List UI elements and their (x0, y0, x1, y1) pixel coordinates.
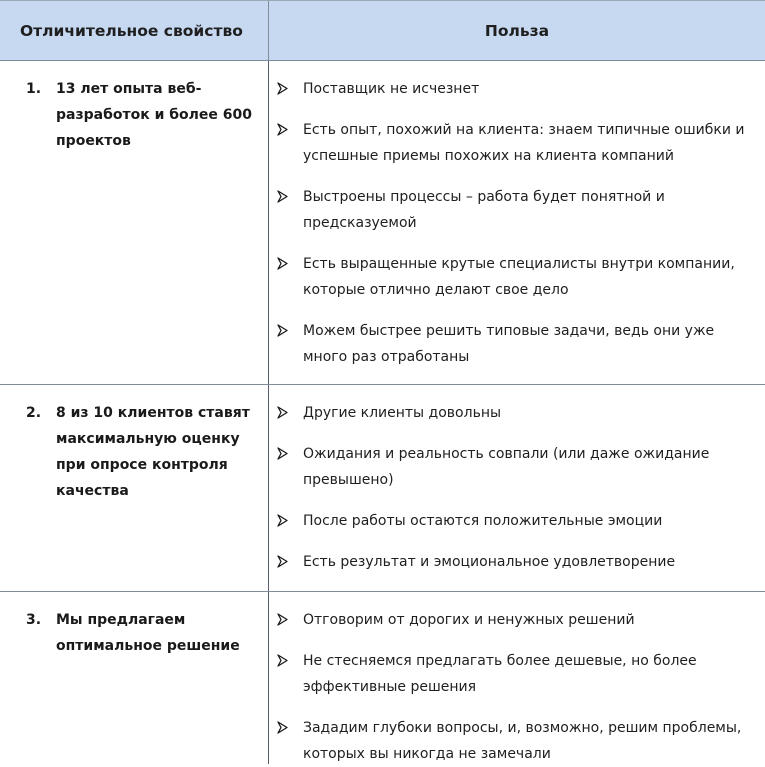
benefit-text: Есть выращенные крутые специалисты внутри компании, которые отлично делают свое дело (303, 256, 735, 298)
feature-text: 13 лет опыта веб-разработок и более 600 проектов (56, 81, 252, 149)
benefit-text: Есть опыт, похожий на клиента: знаем типичные ошибки и успешные приемы похожих на клиента компаний (303, 122, 745, 164)
benefit-item (277, 400, 755, 426)
benefit-item (277, 648, 755, 700)
benefit-item (277, 76, 755, 102)
benefit-text: Не стесняемся предлагать более дешевые, но более эффективные решения (303, 653, 697, 695)
benefit-item (277, 549, 755, 575)
benefit-cell (269, 385, 765, 591)
arrowhead-bullet-icon (277, 441, 303, 493)
benefit-cell (269, 61, 765, 384)
feature-text: 8 из 10 клиентов ставят максимальную оценку при опросе контроля качества (56, 405, 250, 499)
header-benefit-column: Польза (484, 21, 550, 40)
table-row (0, 592, 765, 764)
benefit-text: Можем быстрее решить типовые задачи, ведь они уже много раз отработаны (303, 323, 715, 365)
feature-cell (0, 592, 269, 764)
benefit-text: Поставщик не исчезнет (303, 81, 480, 97)
feature-number: 1. (26, 81, 42, 97)
arrowhead-bullet-icon (277, 251, 303, 303)
benefit-text: Другие клиенты довольны (303, 405, 502, 421)
arrowhead-bullet-icon (277, 117, 303, 169)
feature-text: Мы предлагаем оптимальное решение (56, 612, 240, 654)
header-feature-column: Отличительное свойство (0, 1, 269, 60)
arrowhead-bullet-icon (277, 318, 303, 370)
arrowhead-bullet-icon (277, 76, 303, 102)
benefit-item (277, 318, 755, 370)
feature-number: 2. (26, 405, 42, 421)
benefit-text: После работы остаются положительные эмоции (303, 513, 663, 529)
arrowhead-bullet-icon (277, 184, 303, 236)
benefit-item (277, 117, 755, 169)
feature-cell (0, 385, 269, 591)
benefit-item (277, 184, 755, 236)
feature-cell (0, 61, 269, 384)
arrowhead-bullet-icon (277, 648, 303, 700)
benefit-text: Ожидания и реальность совпали (или даже ожидание превышено) (303, 446, 710, 488)
arrowhead-bullet-icon (277, 715, 303, 767)
arrowhead-bullet-icon (277, 607, 303, 633)
benefit-item (277, 508, 755, 534)
table-row (0, 385, 765, 592)
benefit-item (277, 607, 755, 633)
feature-number: 3. (26, 612, 42, 628)
feature-item (26, 400, 268, 504)
table-header (0, 1, 765, 61)
feature-item (26, 76, 268, 154)
feature-item (26, 607, 268, 659)
benefit-text: Выстроены процессы – работа будет понятной и предсказуемой (303, 189, 665, 231)
benefit-item (277, 715, 755, 767)
benefit-item (277, 251, 755, 303)
benefit-text: Есть результат и эмоциональное удовлетворение (303, 554, 676, 570)
arrowhead-bullet-icon (277, 400, 303, 426)
benefit-item (277, 441, 755, 493)
benefit-text: Зададим глубоки вопросы, и, возможно, решим проблемы, которых вы никогда не замечали (303, 720, 742, 762)
benefit-cell (269, 592, 765, 764)
arrowhead-bullet-icon (277, 549, 303, 575)
benefit-text: Отговорим от дорогих и ненужных решений (303, 612, 635, 628)
table-row (0, 61, 765, 385)
arrowhead-bullet-icon (277, 508, 303, 534)
